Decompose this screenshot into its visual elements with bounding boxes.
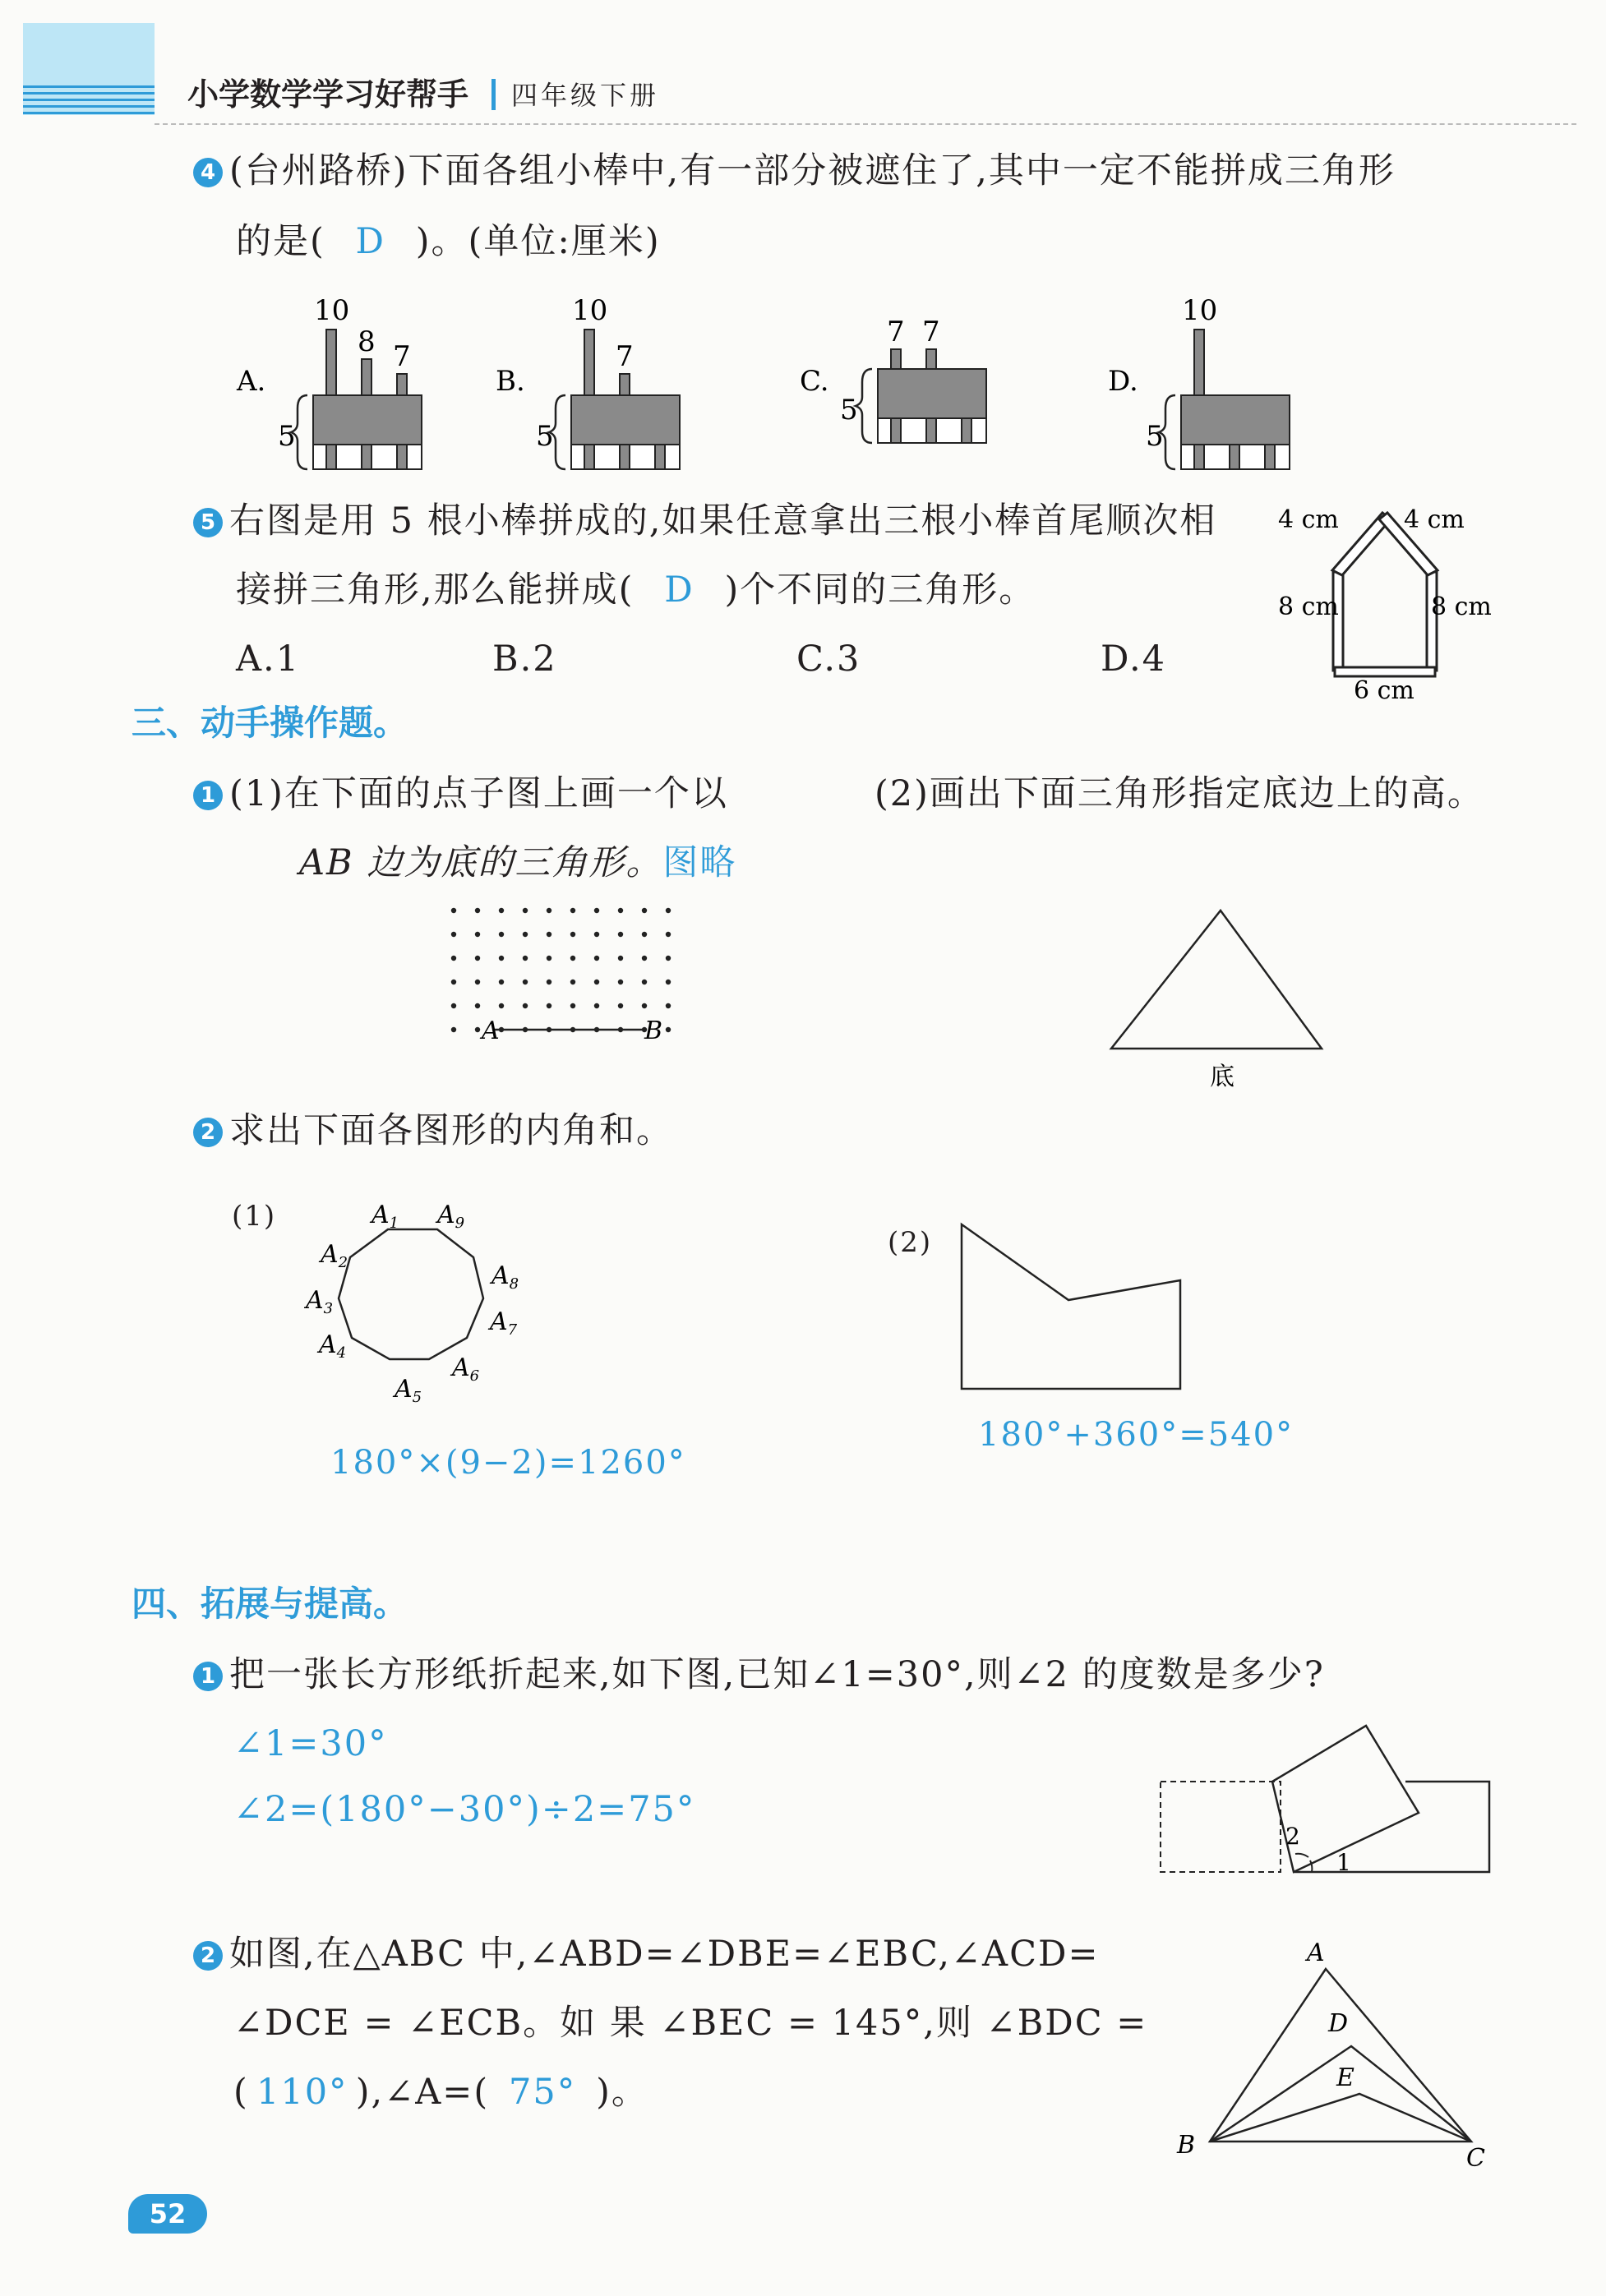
grid-dot [618,932,623,937]
q5-choice-c: C.3 [796,639,861,680]
s4q1-text: 1 把一张长方形纸折起来,如下图,已知∠1=30°,则∠2 的度数是多少? [193,1652,1325,1698]
grid-dot [666,980,671,984]
q4-line1: 4 (台州路桥)下面各组小棒中,有一部分被遮住了,其中一定不能拼成三角形 [193,148,1396,194]
nonagon-figure [304,1190,534,1420]
grid-dot [570,956,575,961]
q5-label-top-right: 4 cm [1404,505,1465,534]
grid-dot [642,932,647,937]
grid-dot [666,932,671,937]
grid-dot [451,1027,456,1032]
s3q1-number: 1 [193,781,223,810]
s4q2-line3: ( 110° ),∠A=( 75° )。 [233,2069,648,2115]
s4q2-answer1: 110° [256,2072,348,2113]
grid-dot [523,932,528,937]
grid-dot [594,980,599,984]
q4-stick-figures [222,284,1307,481]
grid-dot [642,980,647,984]
q4-answer: D [355,221,386,262]
s3q2-text: 2 求出下面各图形的内角和。 [193,1108,673,1154]
folded-paper-figure [1151,1716,1496,1880]
nonagon-answer: 180°×(9−2)=1260° [330,1444,686,1482]
grid-dot [499,908,504,913]
grid-dot [594,1003,599,1008]
option-a-stick1: 10 [314,294,350,327]
dot-grid [444,901,682,1065]
grid-dot [451,908,456,913]
grid-dot [666,1003,671,1008]
point-b: B [1177,2131,1196,2160]
q5-line2: 接拼三角形,那么能拼成( D )个不同的三角形。 [236,567,1036,613]
s3q1-answer: 图略 [662,842,737,883]
option-c-stick2: 7 [922,316,940,348]
grade-label: 四年级下册 [511,80,660,111]
page-number: 52 [149,2198,187,2229]
grid-dot [451,980,456,984]
nonagon-vertex-label: $A_4$ [319,1330,347,1362]
grid-dot [451,956,456,961]
s4q1-answer-line2: ∠2=(180°−30°)÷2=75° [233,1789,696,1830]
q5-answer: D [664,569,695,611]
grid-dot [475,1003,480,1008]
section4-title: 四、拓展与提高。 [132,1584,408,1624]
grid-dot [618,980,623,984]
nonagon-vertex-label: $A_7$ [490,1307,518,1339]
nonagon-vertex-label: $A_2$ [321,1240,348,1271]
header [0,0,1606,123]
base-triangle-figure [1101,904,1331,1101]
grid-dot [618,956,623,961]
header-stripes [23,85,155,115]
grid-dot [618,908,623,913]
nonagon-vertex-label: $A_5$ [395,1375,422,1406]
grid-dot [547,908,551,913]
grid-dot [642,956,647,961]
option-a-label: A. [237,365,266,398]
pentagon-answer: 180°+360°=540° [978,1416,1294,1454]
triangle-abc-figure [1167,1931,1496,2169]
point-c: C [1466,2144,1485,2169]
grid-dot [475,980,480,984]
option-c-hidden: 5 [840,394,858,426]
triangle-base-label: 底 [1210,1063,1234,1091]
nonagon-vertex-label: $A_8$ [491,1261,519,1293]
q5-label-top-left: 4 cm [1278,505,1339,534]
s3q1-part1-line2: AB 边为底的三角形。图略 [299,842,737,883]
page-number-badge [128,2194,207,2234]
grid-dot [475,932,480,937]
grid-dot [594,932,599,937]
grid-dot [523,956,528,961]
grid-dot [570,932,575,937]
s4q1-number: 1 [193,1662,223,1691]
grid-dot [451,932,456,937]
s3q1-part1-line1: 1 (1)在下面的点子图上画一个以 [193,771,728,817]
nonagon-fig-label: (1) [232,1200,277,1233]
q5-label-left: 8 cm [1278,592,1339,621]
option-d-stick1: 10 [1182,294,1218,327]
q5-choice-b: B.2 [492,639,557,680]
grid-dot [547,1003,551,1008]
option-b-label: B. [496,365,525,398]
dot-grid-point-a: A [482,1017,500,1045]
grid-dot [499,1003,504,1008]
q5-choices [236,636,1166,682]
grid-dot [499,932,504,937]
section3-title: 三、动手操作题。 [132,703,408,743]
nonagon-vertex-label: $A_3$ [306,1286,334,1317]
book-title: 小学数学学习好帮手 [187,76,469,113]
option-b-hidden: 5 [536,420,554,453]
pentagon-fig-label: (2) [888,1226,933,1259]
grid-dot [523,980,528,984]
grid-dot [475,908,480,913]
option-a-hidden: 5 [278,420,296,453]
grid-dot [523,908,528,913]
point-a: A [1307,1939,1325,1967]
point-d: D [1328,2009,1349,2038]
grid-dot [618,1003,623,1008]
grid-dot [642,908,647,913]
option-d-hidden: 5 [1146,420,1164,453]
grid-dot [523,1003,528,1008]
grid-dot [666,908,671,913]
s3q2-number: 2 [193,1118,223,1147]
grid-dot [451,1003,456,1008]
grid-dot [666,956,671,961]
point-e: E [1336,2063,1354,2092]
grid-dot [499,980,504,984]
pentagon-figure [953,1219,1200,1400]
option-b-stick2: 7 [616,340,634,373]
dot-grid-point-b: B [644,1017,663,1045]
nonagon-vertex-label: $A_9$ [437,1201,465,1232]
angle-1-label: 1 [1336,1849,1351,1876]
nonagon-vertex-label: $A_1$ [372,1201,399,1232]
s4q2-line1: 2 如图,在△ABC 中,∠ABD=∠DBE=∠EBC,∠ACD= [193,1931,1099,1977]
grid-dot [666,1027,671,1032]
grid-dot [570,980,575,984]
q4-number: 4 [193,158,223,187]
grid-dot [594,908,599,913]
option-d-label: D. [1108,365,1138,398]
angle-2-label: 2 [1285,1823,1300,1850]
q5-line1: 5 右图是用 5 根小棒拼成的,如果任意拿出三根小棒首尾顺次相 [193,498,1216,544]
option-b-stick1: 10 [572,294,608,327]
q4-line2: 的是( D )。(单位:厘米) [236,219,661,265]
nonagon-vertex-label: $A_6$ [452,1353,480,1385]
grid-dot [547,980,551,984]
s3q1-part2: (2)画出下面三角形指定底边上的高。 [875,773,1484,814]
grid-dot [475,956,480,961]
q5-choice-d: D.4 [1101,639,1166,680]
grid-dot [594,956,599,961]
grid-dot [642,1003,647,1008]
grid-dot [570,1003,575,1008]
q5-label-bottom: 6 cm [1354,676,1414,705]
q5-label-right: 8 cm [1431,592,1492,621]
header-divider [491,79,496,110]
q5-house-figure [1278,493,1508,715]
q5-number: 5 [193,508,223,537]
grid-dot [547,932,551,937]
grid-dot [570,908,575,913]
option-a-stick3: 7 [393,340,411,373]
grid-dot [547,956,551,961]
grid-dot [499,956,504,961]
header-dashed-rule [155,123,1576,125]
option-c-stick1: 7 [887,316,905,348]
grid-dot [475,1027,480,1032]
s4q2-number: 2 [193,1941,223,1971]
s4q2-answer2: 75° [509,2072,577,2113]
option-a-stick2: 8 [358,325,376,358]
q5-choice-a: A.1 [236,639,301,680]
s4q1-answer-line1: ∠1=30° [233,1723,388,1764]
option-c-label: C. [800,365,829,398]
s4q2-line2: ∠DCE = ∠ECB。如 果 ∠BEC = 145°,则 ∠BDC = [233,2003,1148,2044]
